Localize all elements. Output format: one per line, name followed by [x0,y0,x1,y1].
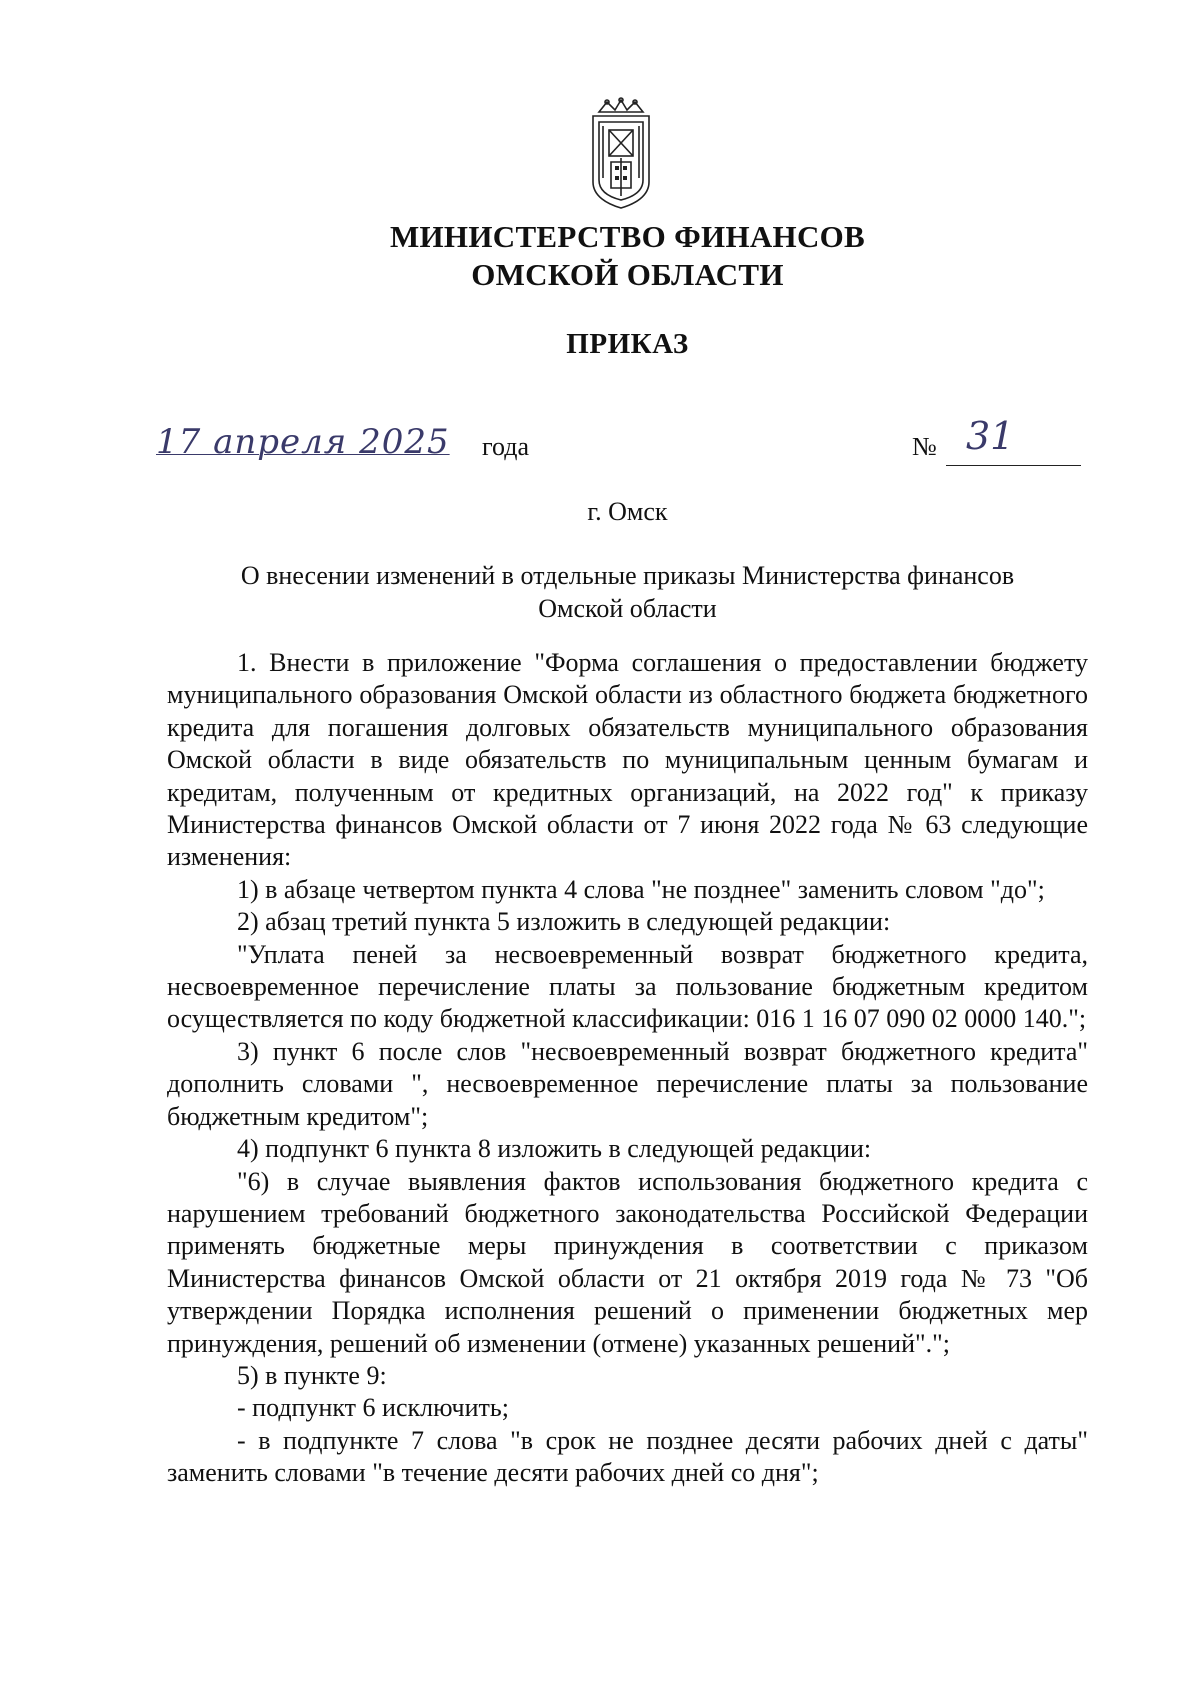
subject-line2: Омской области [538,594,717,623]
subject-line1: О внесении изменений в отдельные приказы Министерства финансов [240,561,1015,590]
paragraph: 4) подпункт 6 пункта 8 изложить в следующей редакции: [237,1134,872,1164]
paragraph: 1. Внести в приложение "Форма соглашения о предоставлении бюджету муниципального образования Омской области из областного бюджета бюджетного кредита для погашения долговых обязательств муниципального образования Омской области в виде обязательств по муниципальным ценным бумагам и кредитам, полученным от кредитных организаций, на 2022 год" к приказу Министерства финансов Омской области от 7 июня 2022 года № 63 следующие изменения: [167,648,1088,872]
handwritten-number: 31 [966,414,1015,458]
number-label: № [912,432,937,461]
paragraph: 3) пункт 6 после слов "несвоевременный возврат бюджетного кредита" дополнить словами ", несвоевременное перечисление платы за пользование бюджетным кредитом"; [167,1036,1088,1131]
coat-of-arms-icon [585,96,657,212]
city: г. Омск [587,497,668,526]
paragraph: - подпункт 6 исключить; [237,1393,509,1423]
paragraph: 5) в пункте 9: [237,1360,387,1390]
number-underline [946,465,1081,466]
paragraph: "6) в случае выявления фактов использования бюджетного кредита с нарушением требований бюджетного законодательства Российской Федерации применять бюджетные меры принуждения в соответствии с приказом Министерства финансов Омской области от 21 октября 2019 года № 73 "Об утверждении Порядка исполнения решений о применении бюджетных мер принуждения, решений об изменении (отмене) указанных решений"."; [167,1166,1088,1358]
ministry-name-line1: МИНИСТЕРСТВО ФИНАНСОВ [389,219,866,254]
handwritten-date: 17 апреля 2025 [156,422,450,462]
paragraph: "Уплата пеней за несвоевременный возврат бюджетного кредита, несвоевременное перечисление платы за пользование бюджетным кредитом осуществляется по коду бюджетной классификации: 016 1 16 07 090 02 0000 140."; [167,939,1088,1034]
order-subject [170,559,1085,625]
paragraph: 1) в абзаце четвертом пункта 4 слова "не позднее" заменить словом "до"; [237,874,1045,904]
paragraph: - в подпункте 7 слова "в срок не позднее десяти рабочих дней с даты" заменить словами "в течение десяти рабочих дней со дня"; [167,1425,1088,1488]
ministry-name-line2: ОМСКОЙ ОБЛАСТИ [471,257,784,292]
paragraph: 2) абзац третий пункта 5 изложить в следующей редакции: [237,907,891,937]
order-body [167,647,1088,1490]
document-type-title: ПРИКАЗ [566,328,689,360]
year-word: года [482,432,530,461]
